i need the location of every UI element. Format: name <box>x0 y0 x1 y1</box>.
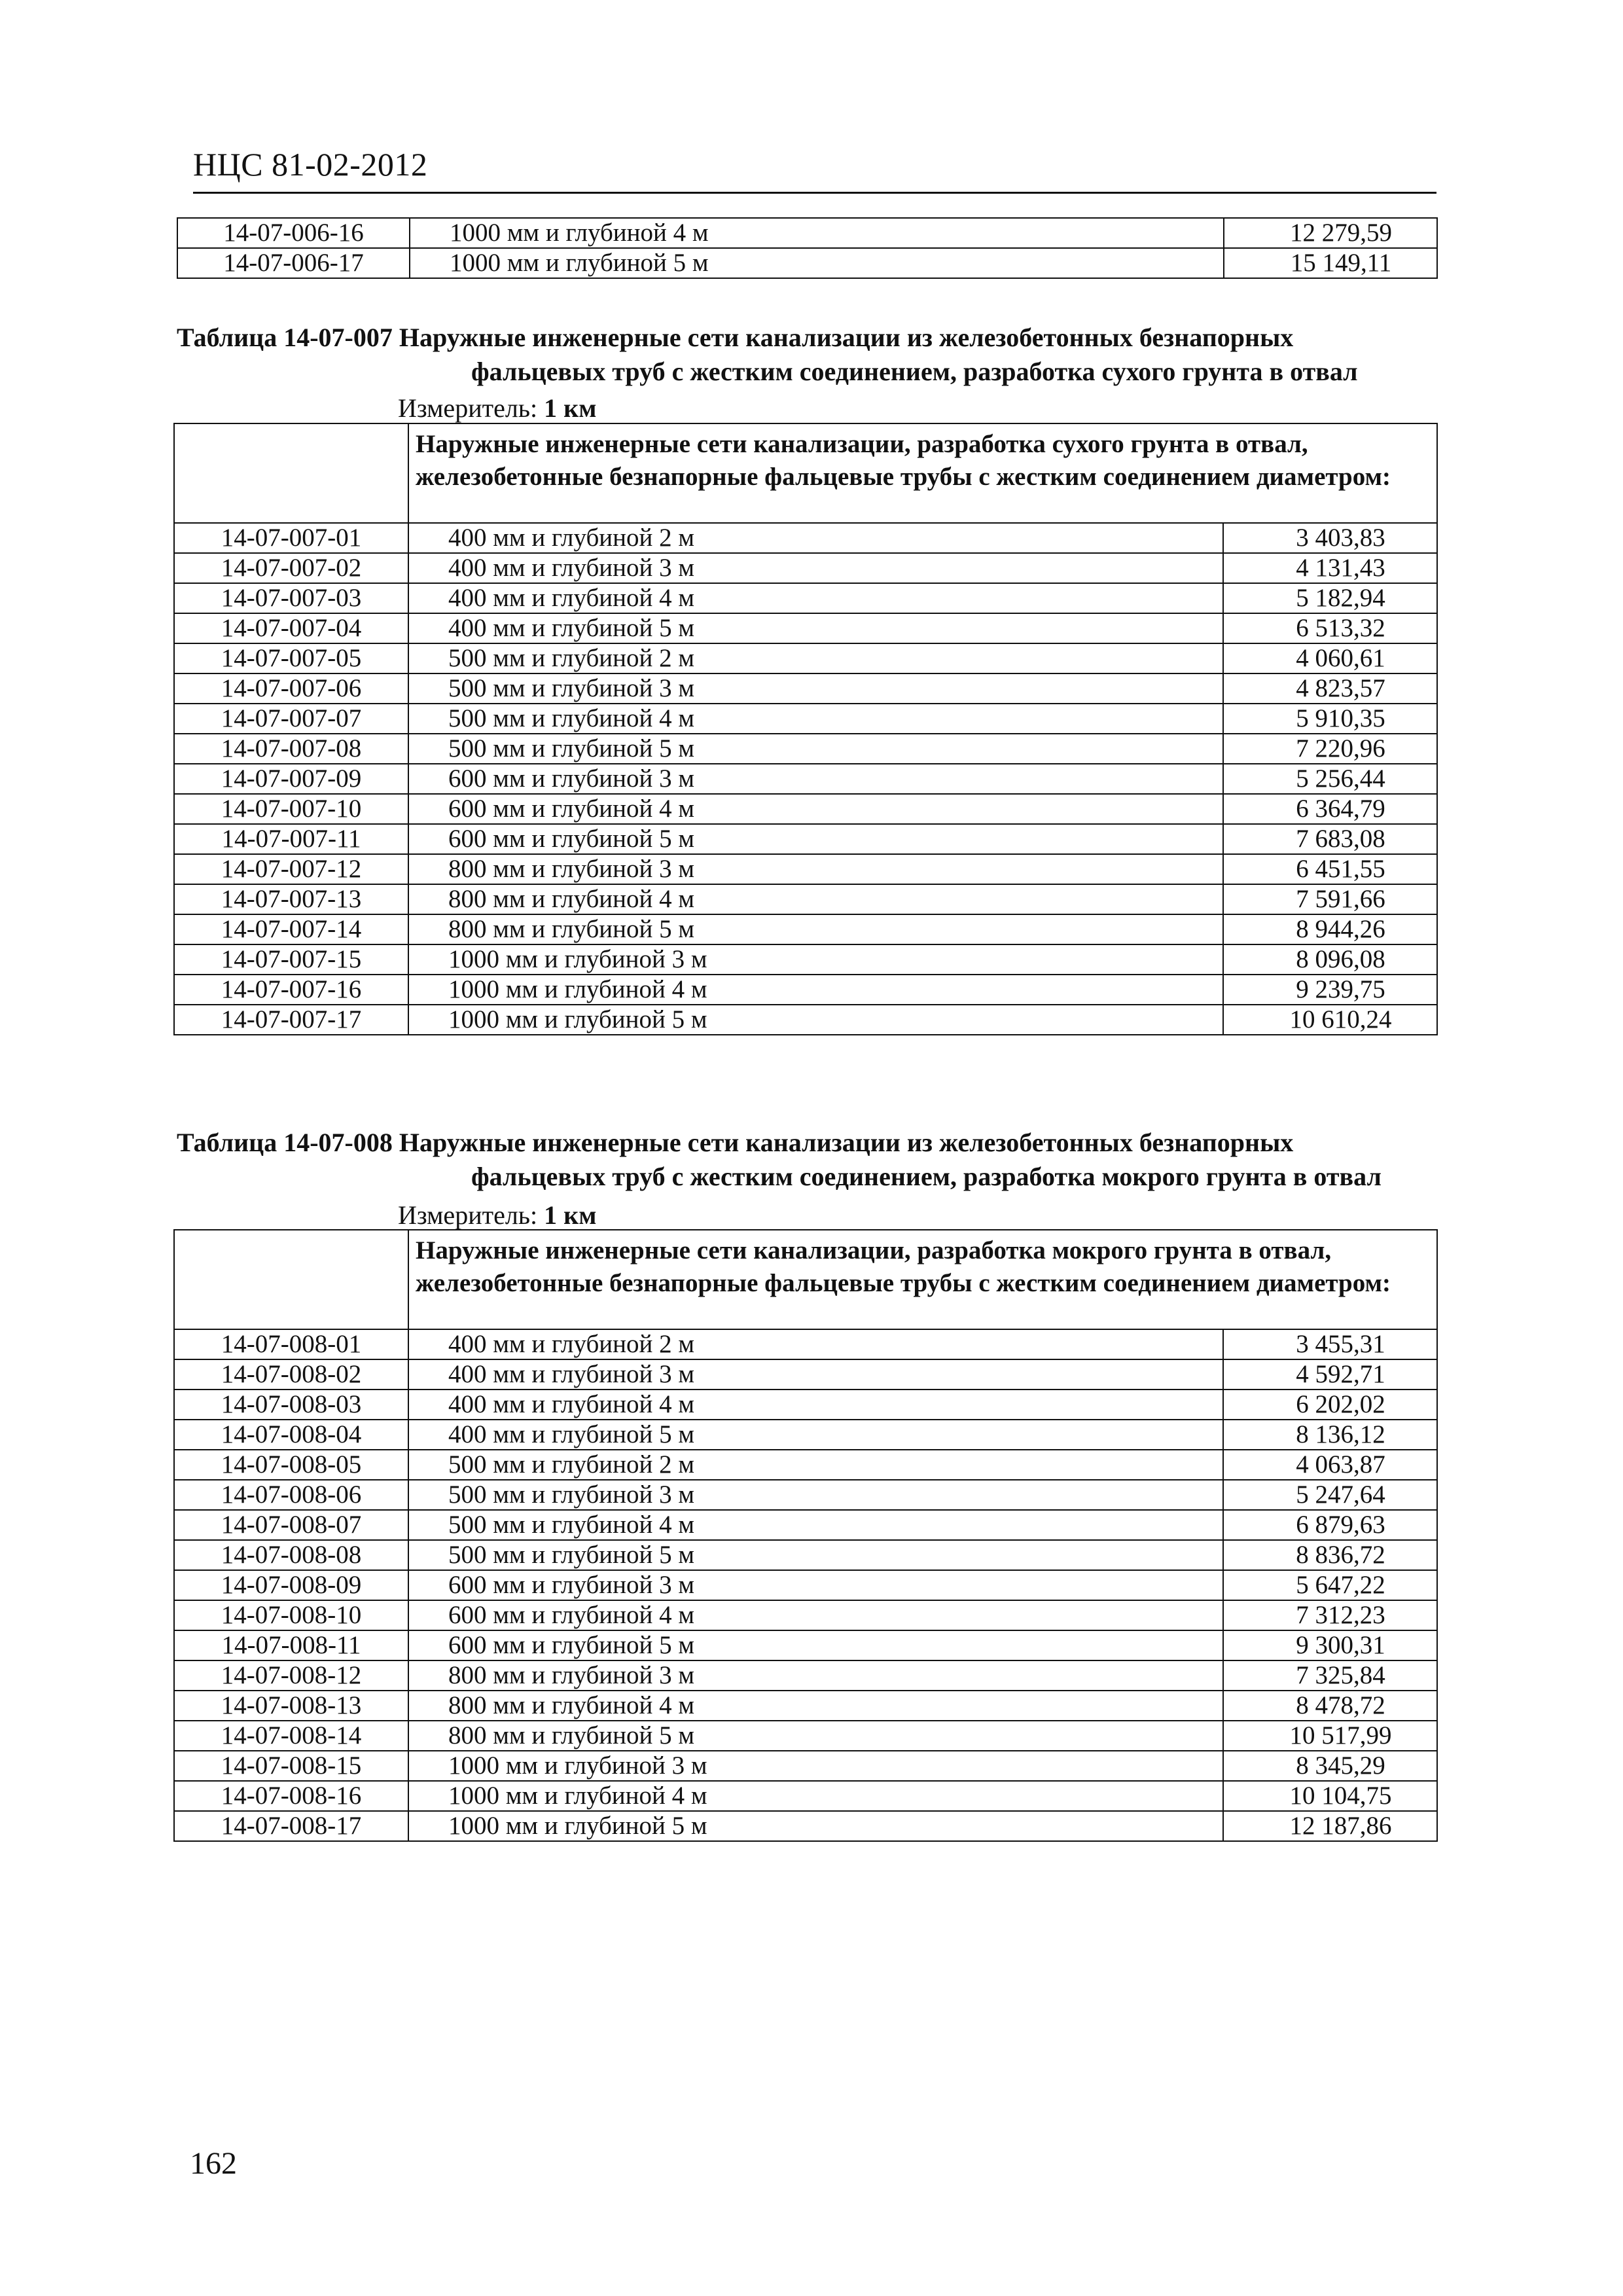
table-row <box>177 218 1437 248</box>
meter-label: Измеритель: <box>398 1200 538 1230</box>
table-row <box>174 854 1437 884</box>
table-row <box>174 1329 1437 1359</box>
table-row <box>174 944 1437 975</box>
row-code: 14-07-008-07 <box>174 1510 408 1540</box>
row-code: 14-07-008-12 <box>174 1660 408 1691</box>
row-description: 1000 мм и глубиной 5 м <box>408 1005 1223 1035</box>
row-value: 6 364,79 <box>1223 794 1437 824</box>
table-008-title-line2: фальцевых труб с жестким соединением, разработка мокрого грунта в отвал <box>471 1162 1382 1191</box>
row-description: 600 мм и глубиной 3 м <box>408 1570 1223 1600</box>
row-value: 6 202,02 <box>1223 1390 1437 1420</box>
table-row <box>174 1510 1437 1540</box>
row-value: 4 823,57 <box>1223 673 1437 704</box>
row-description: 1000 мм и глубиной 3 м <box>408 1751 1223 1781</box>
row-description: 800 мм и глубиной 5 м <box>408 1721 1223 1751</box>
table-008-body <box>174 1329 1437 1841</box>
row-code: 14-07-007-06 <box>174 673 408 704</box>
row-value: 4 592,71 <box>1223 1359 1437 1390</box>
table-008-label: Таблица 14-07-008 <box>177 1128 393 1157</box>
row-code: 14-07-007-07 <box>174 704 408 734</box>
table-row <box>174 1660 1437 1691</box>
row-code: 14-07-008-05 <box>174 1450 408 1480</box>
row-code: 14-07-008-04 <box>174 1420 408 1450</box>
row-description: 400 мм и глубиной 5 м <box>408 1420 1223 1450</box>
row-description: 600 мм и глубиной 5 м <box>408 824 1223 854</box>
table-008-title-line1: Наружные инженерные сети канализации из железобетонных безнапорных <box>399 1128 1294 1157</box>
table-row <box>174 1540 1437 1570</box>
row-description: 400 мм и глубиной 3 м <box>408 1359 1223 1390</box>
row-description: 1000 мм и глубиной 4 м <box>408 975 1223 1005</box>
table-row <box>174 643 1437 673</box>
row-code: 14-07-008-09 <box>174 1570 408 1600</box>
table-row <box>174 1630 1437 1660</box>
meter-unit: 1 км <box>544 393 597 423</box>
table-row <box>174 1600 1437 1630</box>
row-value: 10 517,99 <box>1223 1721 1437 1751</box>
table-row <box>174 1450 1437 1480</box>
table-row <box>174 734 1437 764</box>
row-code: 14-07-008-06 <box>174 1480 408 1510</box>
table-row <box>174 553 1437 583</box>
row-description: 500 мм и глубиной 5 м <box>408 1540 1223 1570</box>
table-007-meter <box>398 393 596 423</box>
row-description: 1000 мм и глубиной 4 м <box>410 218 1224 248</box>
row-description: 1000 мм и глубиной 4 м <box>408 1781 1223 1811</box>
row-code: 14-07-008-14 <box>174 1721 408 1751</box>
row-description: 600 мм и глубиной 4 м <box>408 794 1223 824</box>
row-description: 500 мм и глубиной 4 м <box>408 1510 1223 1540</box>
row-value: 3 455,31 <box>1223 1329 1437 1359</box>
table-007-label: Таблица 14-07-007 <box>177 323 393 352</box>
row-value: 10 104,75 <box>1223 1781 1437 1811</box>
table-row <box>177 248 1437 278</box>
table-007-title-line1: Наружные инженерные сети канализации из железобетонных безнапорных <box>399 323 1294 352</box>
row-code: 14-07-008-01 <box>174 1329 408 1359</box>
row-value: 12 279,59 <box>1224 218 1437 248</box>
table-row <box>174 914 1437 944</box>
continuation-table-body <box>177 218 1437 278</box>
table-007-body <box>174 523 1437 1035</box>
table-row <box>174 1359 1437 1390</box>
row-code: 14-07-007-02 <box>174 553 408 583</box>
row-code: 14-07-007-15 <box>174 944 408 975</box>
row-value: 8 836,72 <box>1223 1540 1437 1570</box>
row-value: 6 451,55 <box>1223 854 1437 884</box>
table-row <box>174 613 1437 643</box>
row-value: 5 647,22 <box>1223 1570 1437 1600</box>
row-description: 800 мм и глубиной 5 м <box>408 914 1223 944</box>
table-row <box>174 1420 1437 1450</box>
row-code: 14-07-007-13 <box>174 884 408 914</box>
row-code: 14-07-007-10 <box>174 794 408 824</box>
table-row <box>174 824 1437 854</box>
page-number: 162 <box>190 2146 237 2181</box>
row-code: 14-07-006-17 <box>177 248 410 278</box>
row-description: 1000 мм и глубиной 5 м <box>408 1811 1223 1841</box>
table-row <box>174 583 1437 613</box>
row-value: 8 096,08 <box>1223 944 1437 975</box>
row-code: 14-07-007-14 <box>174 914 408 944</box>
row-value: 6 513,32 <box>1223 613 1437 643</box>
header-rule <box>193 192 1436 194</box>
table-008-title <box>177 1126 1382 1194</box>
row-code: 14-07-007-08 <box>174 734 408 764</box>
table-007-title <box>177 321 1358 389</box>
row-description: 600 мм и глубиной 5 м <box>408 1630 1223 1660</box>
row-description: 800 мм и глубиной 3 м <box>408 1660 1223 1691</box>
row-description: 1000 мм и глубиной 5 м <box>410 248 1224 278</box>
table-row <box>174 523 1437 553</box>
row-code: 14-07-008-16 <box>174 1781 408 1811</box>
row-code: 14-07-007-16 <box>174 975 408 1005</box>
table-row <box>174 704 1437 734</box>
table-007-header: Наружные инженерные сети канализации, разработка сухого грунта в отвал, железобетонные безнапорные фальцевые трубы с жестким соединением диаметром: <box>408 423 1437 523</box>
table-row <box>174 794 1437 824</box>
row-code: 14-07-007-03 <box>174 583 408 613</box>
row-description: 400 мм и глубиной 3 м <box>408 553 1223 583</box>
row-value: 5 247,64 <box>1223 1480 1437 1510</box>
row-value: 5 910,35 <box>1223 704 1437 734</box>
row-description: 500 мм и глубиной 3 м <box>408 1480 1223 1510</box>
row-description: 600 мм и глубиной 4 м <box>408 1600 1223 1630</box>
row-description: 600 мм и глубиной 3 м <box>408 764 1223 794</box>
row-value: 4 131,43 <box>1223 553 1437 583</box>
row-description: 800 мм и глубиной 3 м <box>408 854 1223 884</box>
row-code: 14-07-008-13 <box>174 1691 408 1721</box>
table-007 <box>173 423 1438 1035</box>
row-value: 7 683,08 <box>1223 824 1437 854</box>
row-value: 9 300,31 <box>1223 1630 1437 1660</box>
table-row <box>174 1781 1437 1811</box>
row-value: 4 063,87 <box>1223 1450 1437 1480</box>
document-code: НЦС 81-02-2012 <box>193 146 428 183</box>
row-code: 14-07-007-05 <box>174 643 408 673</box>
table-008 <box>173 1229 1438 1842</box>
header-blank-cell <box>174 423 408 523</box>
continuation-table <box>177 217 1438 279</box>
table-row <box>174 1691 1437 1721</box>
row-code: 14-07-008-02 <box>174 1359 408 1390</box>
row-value: 7 312,23 <box>1223 1600 1437 1630</box>
meter-unit: 1 км <box>544 1200 597 1230</box>
row-code: 14-07-008-11 <box>174 1630 408 1660</box>
row-code: 14-07-008-03 <box>174 1390 408 1420</box>
table-row <box>174 1390 1437 1420</box>
table-row <box>174 1751 1437 1781</box>
row-value: 4 060,61 <box>1223 643 1437 673</box>
table-row <box>174 884 1437 914</box>
row-value: 8 345,29 <box>1223 1751 1437 1781</box>
table-row <box>174 1005 1437 1035</box>
row-code: 14-07-008-10 <box>174 1600 408 1630</box>
row-description: 500 мм и глубиной 3 м <box>408 673 1223 704</box>
row-value: 5 256,44 <box>1223 764 1437 794</box>
table-008-header: Наружные инженерные сети канализации, разработка мокрого грунта в отвал, железобетонные безнапорные фальцевые трубы с жестким соединением диаметром: <box>408 1230 1437 1329</box>
row-code: 14-07-007-17 <box>174 1005 408 1035</box>
row-value: 7 325,84 <box>1223 1660 1437 1691</box>
row-value: 3 403,83 <box>1223 523 1437 553</box>
table-header-row <box>174 423 1437 523</box>
row-value: 8 478,72 <box>1223 1691 1437 1721</box>
row-description: 400 мм и глубиной 5 м <box>408 613 1223 643</box>
table-row <box>174 1811 1437 1841</box>
table-header-row <box>174 1230 1437 1329</box>
meter-label: Измеритель: <box>398 393 538 423</box>
row-code: 14-07-008-15 <box>174 1751 408 1781</box>
row-description: 400 мм и глубиной 4 м <box>408 583 1223 613</box>
row-description: 500 мм и глубиной 2 м <box>408 643 1223 673</box>
table-row <box>174 975 1437 1005</box>
header-blank-cell <box>174 1230 408 1329</box>
table-row <box>174 1480 1437 1510</box>
row-description: 500 мм и глубиной 2 м <box>408 1450 1223 1480</box>
row-description: 400 мм и глубиной 2 м <box>408 1329 1223 1359</box>
row-value: 8 136,12 <box>1223 1420 1437 1450</box>
row-description: 500 мм и глубиной 4 м <box>408 704 1223 734</box>
row-value: 10 610,24 <box>1223 1005 1437 1035</box>
table-row <box>174 764 1437 794</box>
row-value: 6 879,63 <box>1223 1510 1437 1540</box>
row-description: 800 мм и глубиной 4 м <box>408 884 1223 914</box>
table-row <box>174 1570 1437 1600</box>
row-code: 14-07-008-17 <box>174 1811 408 1841</box>
table-007-title-line2: фальцевых труб с жестким соединением, разработка сухого грунта в отвал <box>471 357 1358 386</box>
row-code: 14-07-007-04 <box>174 613 408 643</box>
row-code: 14-07-007-12 <box>174 854 408 884</box>
row-value: 8 944,26 <box>1223 914 1437 944</box>
table-row <box>174 673 1437 704</box>
row-code: 14-07-007-01 <box>174 523 408 553</box>
row-value: 7 220,96 <box>1223 734 1437 764</box>
row-description: 800 мм и глубиной 4 м <box>408 1691 1223 1721</box>
row-code: 14-07-007-11 <box>174 824 408 854</box>
row-description: 400 мм и глубиной 4 м <box>408 1390 1223 1420</box>
row-code: 14-07-006-16 <box>177 218 410 248</box>
table-row <box>174 1721 1437 1751</box>
table-008-meter <box>398 1200 596 1230</box>
row-description: 1000 мм и глубиной 3 м <box>408 944 1223 975</box>
row-value: 9 239,75 <box>1223 975 1437 1005</box>
row-value: 12 187,86 <box>1223 1811 1437 1841</box>
row-description: 400 мм и глубиной 2 м <box>408 523 1223 553</box>
row-description: 500 мм и глубиной 5 м <box>408 734 1223 764</box>
row-value: 7 591,66 <box>1223 884 1437 914</box>
row-code: 14-07-008-08 <box>174 1540 408 1570</box>
row-code: 14-07-007-09 <box>174 764 408 794</box>
row-value: 5 182,94 <box>1223 583 1437 613</box>
row-value: 15 149,11 <box>1224 248 1437 278</box>
